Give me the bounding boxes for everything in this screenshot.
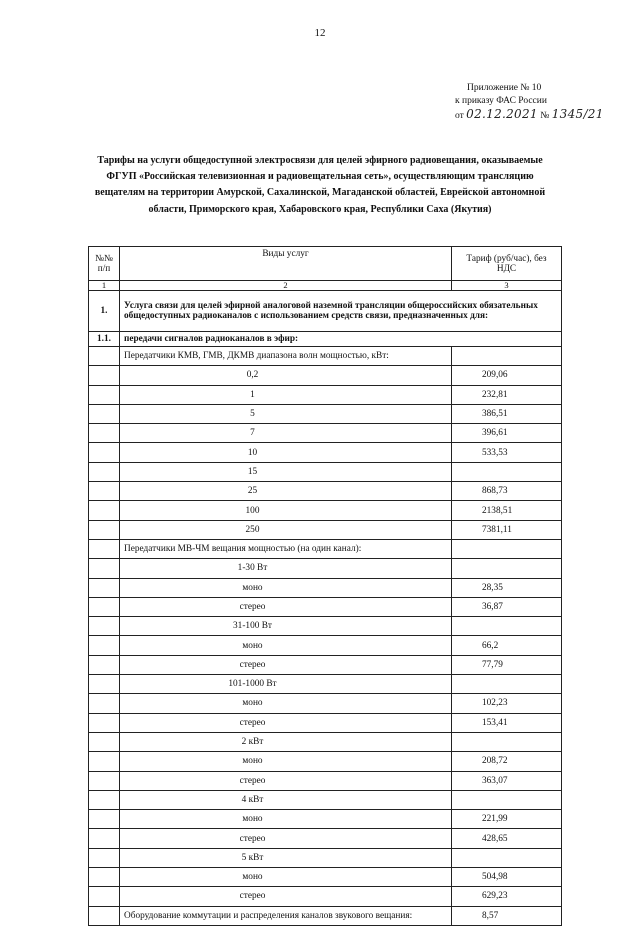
- service-label: моно: [120, 810, 452, 829]
- service-label: моно: [120, 868, 452, 887]
- document-title: Тарифы на услуги общедоступной электросвязи для целей эфирного радиовещания, оказываемые ФГУП «Российская телевизионная и радиовещательная сеть», осуществляющим трансляцию вещателям на территории Амурской, Сахалинской, Магаданской областей, Еврейской автономной области, Приморского края, Хабаровского края, Республики Саха (Якутия): [94, 155, 546, 215]
- table-row: [89, 482, 562, 501]
- row-number-cell: [89, 810, 120, 829]
- table-row: [89, 713, 562, 732]
- row-number-cell: [89, 655, 120, 674]
- section-1-1-row: [89, 332, 562, 347]
- number-label: №: [540, 111, 550, 121]
- service-label: 25: [120, 482, 452, 501]
- tariff-value: 533,53: [452, 443, 562, 462]
- service-label: стерео: [120, 829, 452, 848]
- table-row: [89, 385, 562, 404]
- equipment-tariff: 8,57: [452, 906, 562, 925]
- header-services: Виды услуг: [120, 247, 452, 281]
- tariff-value: 363,07: [452, 771, 562, 790]
- tariff-value: [452, 559, 562, 578]
- service-label: 10: [120, 443, 452, 462]
- tariff-value: 386,51: [452, 404, 562, 423]
- tariff-value: 232,81: [452, 385, 562, 404]
- table-row: [89, 636, 562, 655]
- tariff-value: [452, 539, 562, 558]
- page-number: 12: [314, 27, 326, 39]
- tariff-value: [452, 732, 562, 751]
- tariff-value: 7381,11: [452, 520, 562, 539]
- tariff-value: 504,98: [452, 868, 562, 887]
- equipment-label: Оборудование коммутации и распределения каналов звукового вещания:: [120, 906, 452, 925]
- tariff-value: 396,61: [452, 424, 562, 443]
- tariff-value: [452, 848, 562, 867]
- service-label: моно: [120, 752, 452, 771]
- column-number-2: 2: [120, 281, 452, 291]
- row-number-cell: [89, 713, 120, 732]
- tariff-value: 208,72: [452, 752, 562, 771]
- appendix-order-ref: к приказу ФАС России: [455, 96, 547, 106]
- service-label: моно: [120, 694, 452, 713]
- service-label: 15: [120, 462, 452, 481]
- column-number-1: 1: [89, 281, 120, 291]
- service-label: Передатчики КМВ, ГМВ, ДКМВ диапазона волн мощностью, кВт:: [120, 347, 452, 366]
- table-row: [89, 848, 562, 867]
- service-label: 1: [120, 385, 452, 404]
- row-number-cell: [89, 732, 120, 751]
- tariff-value: 428,65: [452, 829, 562, 848]
- table-row: [89, 829, 562, 848]
- service-label: 100: [120, 501, 452, 520]
- row-number-cell: [89, 482, 120, 501]
- date-prefix: от: [455, 111, 464, 121]
- table-row: [89, 655, 562, 674]
- table-row: [89, 868, 562, 887]
- tariff-value: [452, 347, 562, 366]
- tariff-value: 153,41: [452, 713, 562, 732]
- table-row: [89, 366, 562, 385]
- row-number-cell: [89, 443, 120, 462]
- row-number-cell: [89, 366, 120, 385]
- row-number-cell: [89, 694, 120, 713]
- tariff-value: [452, 675, 562, 694]
- row-number-cell: [89, 790, 120, 809]
- service-label: 0,2: [120, 366, 452, 385]
- section-1-row: [89, 291, 562, 332]
- column-number-3: 3: [452, 281, 562, 291]
- header-tariff: Тариф (руб/час), без НДС: [452, 247, 562, 281]
- row-number-cell: [89, 501, 120, 520]
- row-number-cell: [89, 848, 120, 867]
- table-row: [89, 810, 562, 829]
- service-label: 2 кВт: [120, 732, 452, 751]
- table-row: [89, 597, 562, 616]
- appendix-date-line: [455, 108, 625, 123]
- section-1-1-number: 1.1.: [89, 332, 120, 347]
- tariff-value: 36,87: [452, 597, 562, 616]
- row-number-cell: [89, 617, 120, 636]
- service-label: 31-100 Вт: [120, 617, 452, 636]
- row-number-cell: [89, 385, 120, 404]
- tariff-value: 28,35: [452, 578, 562, 597]
- row-number-cell: [89, 462, 120, 481]
- table-row: [89, 539, 562, 558]
- tariff-value: [452, 617, 562, 636]
- table-row: [89, 462, 562, 481]
- tariff-value: [452, 790, 562, 809]
- table-row: [89, 520, 562, 539]
- tariff-value: 221,99: [452, 810, 562, 829]
- row-number-cell: [89, 887, 120, 906]
- row-number-cell: [89, 520, 120, 539]
- tariff-value: 77,79: [452, 655, 562, 674]
- row-number-cell: [89, 868, 120, 887]
- table-row: [89, 694, 562, 713]
- tariff-value: 868,73: [452, 482, 562, 501]
- tariff-table: [88, 246, 562, 926]
- row-number-cell: [89, 539, 120, 558]
- service-label: стерео: [120, 713, 452, 732]
- table-row: [89, 404, 562, 423]
- service-label: Передатчики МВ-ЧМ вещания мощностью (на один канал):: [120, 539, 452, 558]
- service-label: 5 кВт: [120, 848, 452, 867]
- service-label: стерео: [120, 655, 452, 674]
- table-row: [89, 347, 562, 366]
- row-number-cell: [89, 347, 120, 366]
- table-row: [89, 578, 562, 597]
- column-number-row: [89, 281, 562, 291]
- appendix-block: [455, 82, 625, 123]
- row-number-cell: [89, 597, 120, 616]
- handwritten-date: 02.12.2021: [466, 107, 538, 121]
- row-number-cell: [89, 752, 120, 771]
- tariff-value: [452, 462, 562, 481]
- table-row: [89, 424, 562, 443]
- row-number-cell: [89, 404, 120, 423]
- tariff-value: 629,23: [452, 887, 562, 906]
- table-row-equipment: [89, 906, 562, 925]
- tariff-value: 2138,51: [452, 501, 562, 520]
- table-header-row: [89, 247, 562, 281]
- header-number: №№ п/п: [89, 247, 120, 281]
- service-label: моно: [120, 636, 452, 655]
- row-number-cell: [89, 559, 120, 578]
- table-row: [89, 732, 562, 751]
- table-row: [89, 771, 562, 790]
- tariff-value: 209,06: [452, 366, 562, 385]
- table-row: [89, 675, 562, 694]
- section-1-number: 1.: [89, 291, 120, 332]
- row-number-cell: [89, 829, 120, 848]
- tariff-value: 66,2: [452, 636, 562, 655]
- service-label: 7: [120, 424, 452, 443]
- table-row: [89, 443, 562, 462]
- row-number-cell: [89, 424, 120, 443]
- service-label: стерео: [120, 887, 452, 906]
- row-number-cell: [89, 636, 120, 655]
- appendix-title: Приложение № 10: [467, 83, 542, 93]
- service-label: 101-1000 Вт: [120, 675, 452, 694]
- table-row: [89, 617, 562, 636]
- row-number-cell: [89, 675, 120, 694]
- table-row: [89, 559, 562, 578]
- service-label: 5: [120, 404, 452, 423]
- service-label: 250: [120, 520, 452, 539]
- row-number-cell: [89, 771, 120, 790]
- service-label: моно: [120, 578, 452, 597]
- row-number-cell: [89, 906, 120, 925]
- table-row: [89, 790, 562, 809]
- row-number-cell: [89, 578, 120, 597]
- table-row: [89, 752, 562, 771]
- section-1-1-text: передачи сигналов радиоканалов в эфир:: [120, 332, 562, 347]
- table-row: [89, 887, 562, 906]
- service-label: стерео: [120, 771, 452, 790]
- section-1-text: Услуга связи для целей эфирной аналоговой наземной трансляции общероссийских обязательных общедоступных радиоканалов с использованием средств связи, предназначенных для:: [120, 291, 562, 332]
- tariff-value: 102,23: [452, 694, 562, 713]
- service-label: 4 кВт: [120, 790, 452, 809]
- service-label: 1-30 Вт: [120, 559, 452, 578]
- handwritten-number: 1345/21: [551, 107, 604, 121]
- service-label: стерео: [120, 597, 452, 616]
- table-row: [89, 501, 562, 520]
